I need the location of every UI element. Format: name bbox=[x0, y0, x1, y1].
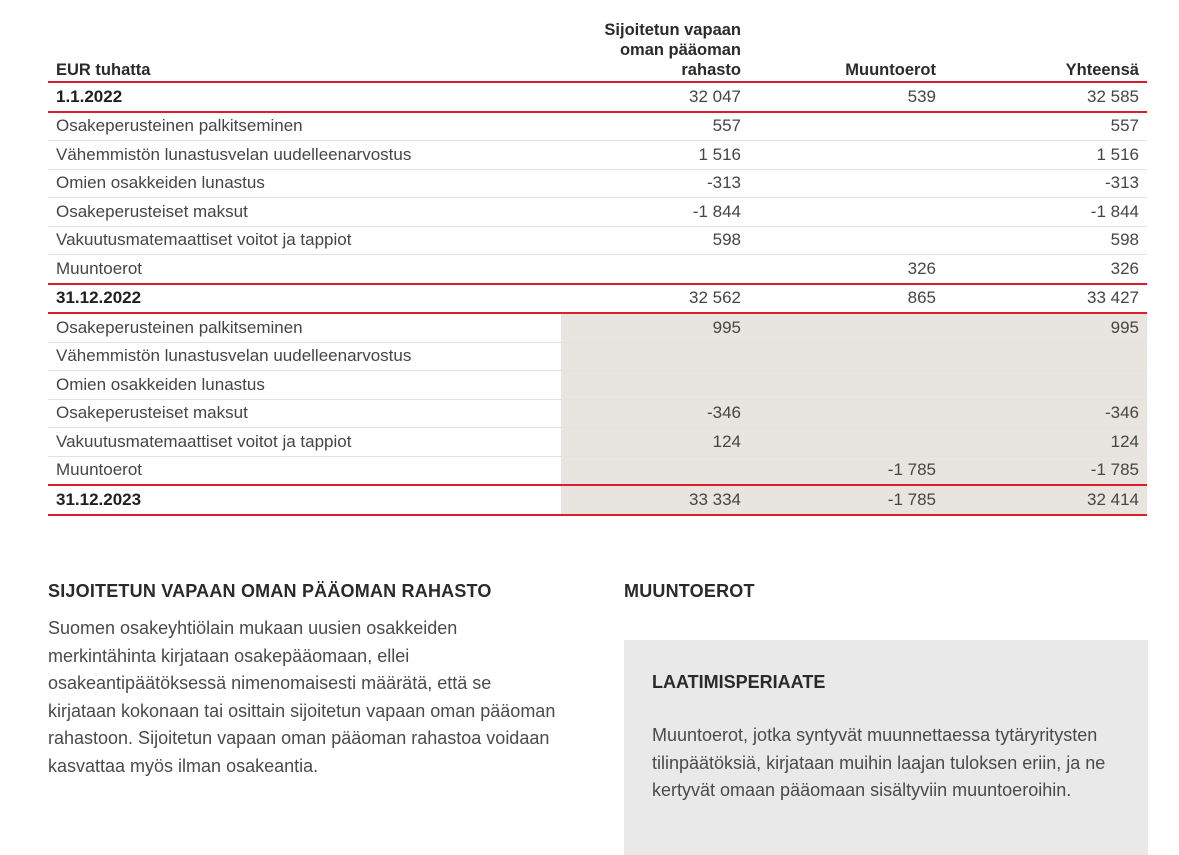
table-row bbox=[48, 82, 1147, 112]
row-label: Omien osakkeiden lunastus bbox=[48, 169, 561, 198]
header-total: Yhteensä bbox=[944, 20, 1147, 82]
cell-total bbox=[944, 371, 1147, 400]
cell-invested-equity bbox=[561, 371, 749, 400]
cell-total: 557 bbox=[944, 112, 1147, 141]
row-label: Omien osakkeiden lunastus bbox=[48, 371, 561, 400]
table-row bbox=[48, 198, 1147, 227]
table-row bbox=[48, 255, 1147, 284]
cell-total: 33 427 bbox=[944, 284, 1147, 314]
row-label: Vähemmistön lunastusvelan uudelleenarvostus bbox=[48, 342, 561, 371]
accounting-policy-box bbox=[624, 640, 1148, 855]
cell-translation bbox=[749, 141, 944, 170]
cell-invested-equity bbox=[561, 456, 749, 485]
cell-total: -346 bbox=[944, 399, 1147, 428]
table-row bbox=[48, 399, 1147, 428]
cell-total: -313 bbox=[944, 169, 1147, 198]
row-label: Osakeperusteinen palkitseminen bbox=[48, 112, 561, 141]
table-row bbox=[48, 371, 1147, 400]
cell-invested-equity: 124 bbox=[561, 428, 749, 457]
cell-translation: 865 bbox=[749, 284, 944, 314]
cell-invested-equity: 598 bbox=[561, 226, 749, 255]
cell-total: 598 bbox=[944, 226, 1147, 255]
cell-invested-equity: -313 bbox=[561, 169, 749, 198]
cell-translation bbox=[749, 342, 944, 371]
header-translation-differences: Muuntoerot bbox=[749, 20, 944, 82]
row-label: 1.1.2022 bbox=[48, 82, 561, 112]
table-row bbox=[48, 485, 1147, 515]
row-label: Vakuutusmatemaattiset voitot ja tappiot bbox=[48, 226, 561, 255]
box-title: LAATIMISPERIAATE bbox=[652, 672, 826, 692]
header-invested-equity-fund: Sijoitetun vapaan oman pääoman rahasto bbox=[561, 20, 749, 82]
row-label: 31.12.2022 bbox=[48, 284, 561, 314]
cell-total: 124 bbox=[944, 428, 1147, 457]
row-label: Osakeperusteiset maksut bbox=[48, 198, 561, 227]
table-row bbox=[48, 112, 1147, 141]
cell-translation bbox=[749, 198, 944, 227]
invested-equity-fund-section bbox=[48, 578, 558, 780]
cell-invested-equity: -1 844 bbox=[561, 198, 749, 227]
table-row bbox=[48, 342, 1147, 371]
row-label: Vakuutusmatemaattiset voitot ja tappiot bbox=[48, 428, 561, 457]
section-paragraph: Suomen osakeyhtiölain mukaan uusien osakkeiden merkintähinta kirjataan osakepääomaan, ellei osakeantipäätöksessä nimenomaisesti määrätä, että se kirjataan kokonaan tai osittain sijoitetun vapaan oman pääoman rahastoon. Sijoitetun vapaan oman pääoman rahastoa voidaan kasvattaa myös ilman osakeantia. bbox=[48, 618, 556, 776]
table-row bbox=[48, 428, 1147, 457]
equity-table-container bbox=[48, 20, 1147, 516]
cell-total: 995 bbox=[944, 313, 1147, 342]
section-heading: MUUNTOEROT bbox=[624, 581, 755, 601]
cell-translation bbox=[749, 226, 944, 255]
cell-invested-equity: -346 bbox=[561, 399, 749, 428]
table-row bbox=[48, 169, 1147, 198]
section-heading: SIJOITETUN VAPAAN OMAN PÄÄOMAN RAHASTO bbox=[48, 581, 492, 601]
row-label: Muuntoerot bbox=[48, 255, 561, 284]
cell-translation: -1 785 bbox=[749, 485, 944, 515]
header-label: EUR tuhatta bbox=[48, 20, 561, 82]
row-label: Osakeperusteinen palkitseminen bbox=[48, 313, 561, 342]
cell-translation: 326 bbox=[749, 255, 944, 284]
cell-total bbox=[944, 342, 1147, 371]
table-row bbox=[48, 141, 1147, 170]
cell-invested-equity bbox=[561, 255, 749, 284]
cell-translation: 539 bbox=[749, 82, 944, 112]
cell-invested-equity: 32 047 bbox=[561, 82, 749, 112]
cell-translation: -1 785 bbox=[749, 456, 944, 485]
row-label: Osakeperusteiset maksut bbox=[48, 399, 561, 428]
table-row bbox=[48, 226, 1147, 255]
cell-total: 32 414 bbox=[944, 485, 1147, 515]
cell-invested-equity: 995 bbox=[561, 313, 749, 342]
cell-invested-equity bbox=[561, 342, 749, 371]
box-paragraph: Muuntoerot, jotka syntyvät muunnettaessa tytäryritysten tilinpäätöksiä, kirjataan muihin laajan tuloksen eriin, ja ne kertyvät omaan pääomaan sisältyviin muuntoeroihin. bbox=[652, 725, 1106, 800]
cell-translation bbox=[749, 313, 944, 342]
cell-total: -1 785 bbox=[944, 456, 1147, 485]
cell-total: 326 bbox=[944, 255, 1147, 284]
table-row bbox=[48, 284, 1147, 314]
cell-invested-equity: 32 562 bbox=[561, 284, 749, 314]
row-label: 31.12.2023 bbox=[48, 485, 561, 515]
cell-translation bbox=[749, 112, 944, 141]
cell-total: 1 516 bbox=[944, 141, 1147, 170]
cell-total: 32 585 bbox=[944, 82, 1147, 112]
translation-differences-section bbox=[624, 578, 1148, 605]
table-header-row bbox=[48, 20, 1147, 82]
cell-invested-equity: 557 bbox=[561, 112, 749, 141]
cell-invested-equity: 1 516 bbox=[561, 141, 749, 170]
cell-invested-equity: 33 334 bbox=[561, 485, 749, 515]
cell-translation bbox=[749, 428, 944, 457]
equity-changes-table bbox=[48, 20, 1147, 516]
row-label: Vähemmistön lunastusvelan uudelleenarvostus bbox=[48, 141, 561, 170]
cell-translation bbox=[749, 169, 944, 198]
cell-translation bbox=[749, 399, 944, 428]
cell-translation bbox=[749, 371, 944, 400]
row-label: Muuntoerot bbox=[48, 456, 561, 485]
table-row bbox=[48, 313, 1147, 342]
table-row bbox=[48, 456, 1147, 485]
cell-total: -1 844 bbox=[944, 198, 1147, 227]
